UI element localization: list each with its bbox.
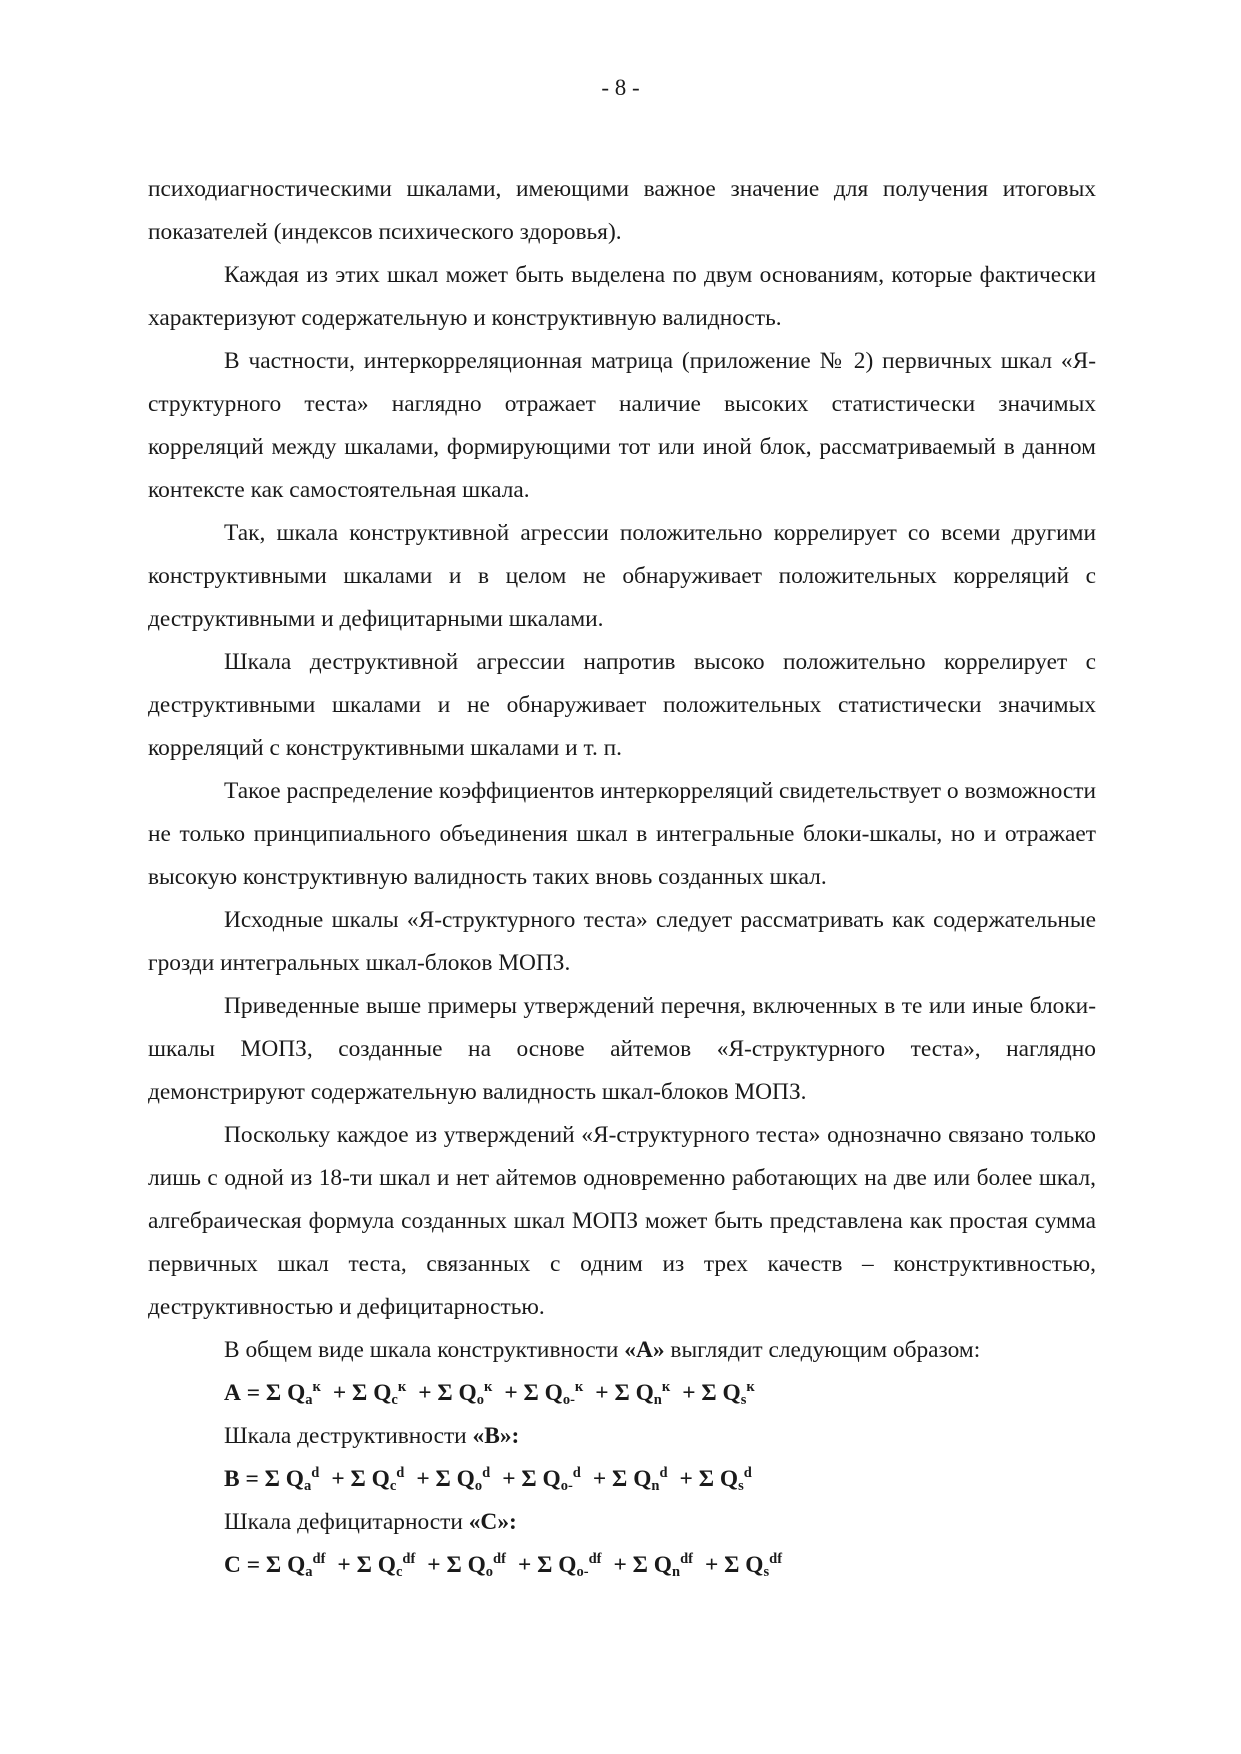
formula-term-superscript: d [572, 1465, 581, 1482]
formula-b [148, 1458, 1096, 1501]
formula-term-subscript: n [653, 1392, 662, 1409]
formula-term-subscript: n [671, 1564, 681, 1581]
formula-term-symbol: + Σ Q [504, 1380, 563, 1406]
formula-term-symbol: + Σ Q [337, 1552, 396, 1578]
formula-term-subscript: n [651, 1478, 660, 1495]
formula-term-superscript: df [588, 1551, 602, 1568]
scale-b-label: «В»: [472, 1423, 520, 1449]
scale-a-intro-tail: выглядит следующим образом: [664, 1337, 981, 1363]
formula-term-superscript: к [312, 1379, 321, 1396]
formula-term-symbol: Σ Q [265, 1552, 306, 1578]
formula-term-subscript: o- [562, 1392, 575, 1409]
formula-term-superscript: df [493, 1551, 506, 1568]
page-number: - 8 - [601, 75, 640, 100]
paragraph: Поскольку каждое из утверждений «Я-структурного теста» однозначно связано только лишь с одной из 18-ти шкал и нет айтемов одновременно работающих на две или более шкал, алгебраическая формула созданных шкал МОПЗ может быть представлена как простая сумма первичных шкал теста, связанных с одним из трех качеств – конструктивностью, деструктивностью и дефицитарностью. [148, 1122, 1096, 1320]
scale-a-intro [148, 1329, 1096, 1372]
formula-term-symbol: + Σ Q [427, 1552, 486, 1578]
formula-term-symbol: + Σ Q [517, 1552, 577, 1578]
formula-term-subscript: s [738, 1478, 744, 1495]
scale-c-intro-text: Шкала дефицитарности [224, 1509, 469, 1535]
scale-a-intro-text: В общем виде шкала конструктивности [224, 1337, 625, 1363]
formula-term-subscript: o- [576, 1564, 589, 1581]
document-body [148, 168, 1096, 1587]
formula-term-subscript: a [303, 1478, 312, 1495]
formula-term-subscript: s [763, 1564, 770, 1581]
scale-c-label: «С»: [468, 1509, 517, 1535]
formula-term-superscript: df [402, 1551, 416, 1568]
paragraph: В частности, интеркорреляционная матрица (приложение № 2) первичных шкал «Я-структурного теста» наглядно отражает наличие высоких статистически значимых корреляций между шкалами, формирующими тот или иной блок, рассматриваемый в данном контексте как самостоятельная шкала. [148, 348, 1096, 503]
formula-term [337, 1544, 415, 1587]
formula-term-symbol: Σ Q [264, 1466, 304, 1492]
formula-term-superscript: df [312, 1551, 326, 1568]
formula-term-superscript: d [311, 1465, 320, 1482]
formula-term-subscript: o [485, 1564, 494, 1581]
formula-term-superscript: df [680, 1551, 693, 1568]
formula-term-subscript: c [395, 1564, 403, 1581]
formula-term-superscript: к [483, 1379, 493, 1396]
formula-term-symbol: + Σ Q [613, 1552, 672, 1578]
formula-term-symbol: + Σ Q [418, 1380, 477, 1406]
paragraph: Исходные шкалы «Я-структурного теста» следует рассматривать как содержательные грозди интегральных шкал-блоков МОПЗ. [148, 907, 1096, 976]
formula-term [416, 1458, 490, 1501]
formula-term-symbol: + Σ Q [502, 1466, 561, 1492]
formula-term-subscript: o- [560, 1478, 573, 1495]
formula-term [331, 1458, 404, 1501]
paragraph: Каждая из этих шкал может быть выделена по двум основаниям, которые фактически характеризуют содержательную и конструктивную валидность. [148, 262, 1096, 331]
formula-term-subscript: o [474, 1478, 483, 1495]
paragraph: Приведенные выше примеры утверждений перечня, включенных в те или иные блоки-шкалы МОПЗ, созданные на основе айтемов «Я-структурного теста», наглядно демонстрируют содержательную валидность шкал-блоков МОПЗ. [148, 993, 1096, 1105]
paragraph: Шкала деструктивной агрессии напротив высоко положительно коррелирует с деструктивными шкалами и не обнаруживает положительных статистически значимых корреляций с конструктивными шкалами и т. п. [148, 649, 1096, 761]
formula-term-subscript: a [305, 1392, 313, 1409]
formula-a [148, 1372, 1096, 1415]
formula-term-symbol: + Σ Q [682, 1380, 741, 1406]
paragraph: Так, шкала конструктивной агрессии положительно коррелирует со всеми другими конструктивными шкалами и в целом не обнаруживает положительных корреляций с деструктивными и дефицитарными шкалами. [148, 520, 1096, 632]
formula-term-subscript: c [389, 1478, 397, 1495]
formula-term [427, 1544, 506, 1587]
formula-term [504, 1372, 583, 1415]
formula-term-subscript: o [476, 1392, 484, 1409]
formula-term [595, 1372, 670, 1415]
formula-term-superscript: df [769, 1551, 783, 1568]
formula-term-subscript: a [305, 1564, 313, 1581]
formula-lhs: В = [224, 1466, 265, 1492]
formula-term [418, 1372, 492, 1415]
formula-term [265, 1458, 320, 1501]
formula-term [333, 1372, 406, 1415]
formula-lhs: А = [224, 1380, 266, 1406]
formula-term-superscript: к [661, 1379, 671, 1396]
formula-term-superscript: d [396, 1465, 405, 1482]
formula-term-symbol: + Σ Q [592, 1466, 652, 1492]
formula-term-superscript: к [397, 1379, 407, 1396]
scale-b-intro [148, 1415, 1096, 1458]
formula-term [266, 1372, 321, 1415]
formula-term [502, 1458, 581, 1501]
formula-term-superscript: d [659, 1465, 668, 1482]
formula-term [705, 1544, 782, 1587]
formula-term-superscript: к [574, 1379, 584, 1396]
formula-term [593, 1458, 668, 1501]
formula-term-subscript: s [740, 1392, 747, 1409]
formula-term-symbol: + Σ Q [331, 1466, 390, 1492]
formula-term [266, 1544, 326, 1587]
scale-a-label: «А» [624, 1337, 665, 1363]
formula-term-symbol: + Σ Q [416, 1466, 475, 1492]
formula-lhs: С = [224, 1552, 266, 1578]
paragraph: психодиагностическими шкалами, имеющими важное значение для получения итоговых показателей (индексов психического здоровья). [148, 176, 1096, 245]
formula-term-superscript: к [746, 1379, 755, 1396]
formula-term-subscript: c [391, 1392, 398, 1409]
formula-term-symbol: + Σ Q [595, 1380, 654, 1406]
formula-c [148, 1544, 1096, 1587]
formula-term-symbol: Σ Q [265, 1380, 306, 1406]
formula-term-superscript: d [482, 1465, 491, 1482]
formula-term-symbol: + Σ Q [704, 1552, 764, 1578]
formula-term-symbol: + Σ Q [332, 1380, 392, 1406]
formula-term [682, 1372, 755, 1415]
formula-term [613, 1544, 693, 1587]
formula-term-symbol: + Σ Q [679, 1466, 739, 1492]
formula-term [680, 1458, 752, 1501]
scale-b-intro-text: Шкала деструктивности [224, 1423, 473, 1449]
formula-term-superscript: d [743, 1465, 752, 1482]
formula-term [518, 1544, 602, 1587]
paragraph: Такое распределение коэффициентов интеркорреляций свидетельствует о возможности не только принципиального объединения шкал в интегральные блоки-шкалы, но и отражает высокую конструктивную валидность таких вновь созданных шкал. [148, 778, 1096, 890]
scale-c-intro [148, 1501, 1096, 1544]
